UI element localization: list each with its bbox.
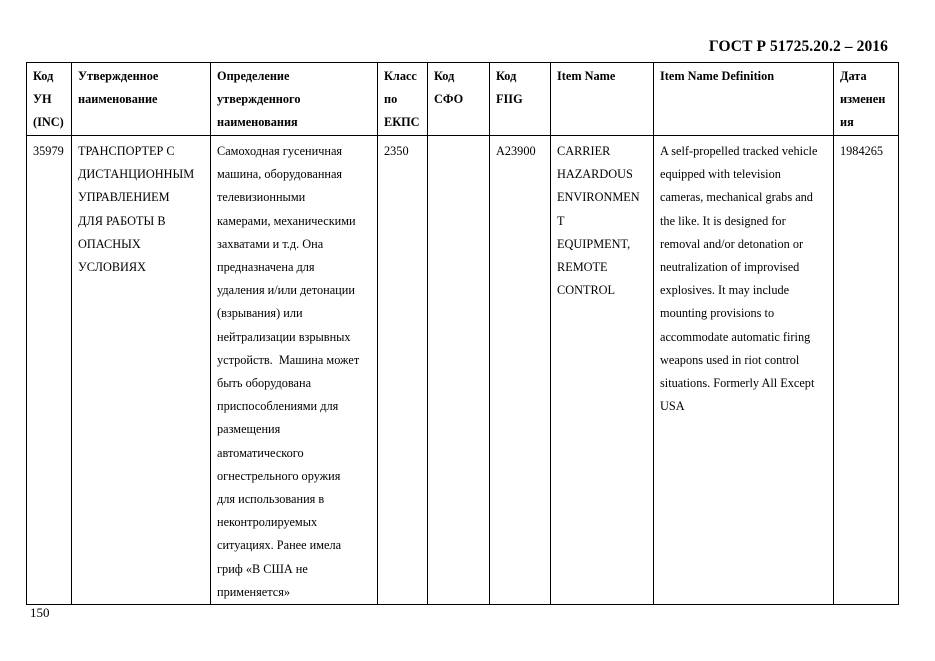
text-line: СФО <box>434 92 464 107</box>
text-line: T <box>557 213 565 228</box>
table-row <box>27 136 899 605</box>
header-fiig <box>490 63 551 136</box>
text-line: телевизионными <box>217 190 306 205</box>
text-line: ОПАСНЫХ <box>78 236 141 251</box>
text-line: Класс <box>384 69 417 83</box>
text-line: по <box>384 92 398 107</box>
text-line: Код <box>496 69 517 83</box>
text-line: Item Name Definition <box>660 69 775 83</box>
cell-inc: 35979 <box>27 136 72 605</box>
text-line: неконтролируемых <box>217 515 318 530</box>
text-line: situations. Formerly All Except <box>660 376 815 391</box>
text-line: Код <box>33 69 54 83</box>
text-line: weapons used in riot control <box>660 352 800 367</box>
header-item-name <box>551 63 654 136</box>
text-line: CONTROL <box>557 283 616 298</box>
text-line: машина, оборудованная <box>217 167 343 182</box>
text-line: размещения <box>217 422 281 437</box>
cell-fiig: A23900 <box>490 136 551 605</box>
text-line: утвержденного <box>217 92 301 107</box>
text-line: explosives. It may include <box>660 283 790 298</box>
text-line: захватами и т.д. Она <box>217 236 324 251</box>
text-line: наименование <box>78 92 158 107</box>
text-line: (взрывания) или <box>217 306 303 321</box>
text-line: cameras, mechanical grabs and <box>660 190 813 205</box>
text-line: изменен <box>840 92 886 107</box>
text-line: УСЛОВИЯХ <box>78 260 146 275</box>
header-item-name-definition <box>654 63 834 136</box>
text-line: удаления и/или детонации <box>217 283 355 298</box>
text-line: Код <box>434 69 455 83</box>
cell-item-name-definition <box>654 136 834 605</box>
text-line: ДЛЯ РАБОТЫ В <box>78 213 166 228</box>
text-line: УН <box>33 92 52 107</box>
text-line: USA <box>660 399 685 414</box>
text-line: для использования в <box>217 492 325 507</box>
text-line: accommodate automatic firing <box>660 329 811 344</box>
cell-sfo <box>428 136 490 605</box>
text-line: огнестрельного оружия <box>217 468 341 483</box>
text-line: ENVIRONMEN <box>557 190 640 205</box>
text-line: устройств. Машина может <box>217 352 360 367</box>
text-line: приспособлениями для <box>217 399 339 414</box>
text-line: применяется» <box>217 584 291 599</box>
cell-definition <box>211 136 378 605</box>
cell-item-name <box>551 136 654 605</box>
standard-title: ГОСТ Р 51725.20.2 – 2016 <box>708 38 888 55</box>
text-line: предназначена для <box>217 260 315 275</box>
text-line: гриф «В США не <box>217 561 308 576</box>
text-line: mounting provisions to <box>660 306 775 321</box>
text-line: HAZARDOUS <box>557 167 633 182</box>
text-line: removal and/or detonation or <box>660 236 804 251</box>
text-line: A self-propelled tracked vehicle <box>660 144 818 158</box>
text-line: CARRIER <box>557 144 611 158</box>
cell-date: 1984265 <box>834 136 899 605</box>
text-line: Определение <box>217 69 290 83</box>
text-line: нейтрализации взрывных <box>217 329 351 344</box>
text-line: FIIG <box>496 92 523 107</box>
header-ekps <box>378 63 428 136</box>
text-line: УПРАВЛЕНИЕМ <box>78 190 170 205</box>
header-inc <box>27 63 72 136</box>
text-line: Дата <box>840 69 867 83</box>
text-line: ДИСТАНЦИОННЫМ <box>78 167 195 182</box>
catalog-table <box>26 62 899 605</box>
header-approved-name <box>72 63 211 136</box>
cell-ekps: 2350 <box>378 136 428 605</box>
text-line: Самоходная гусеничная <box>217 144 343 158</box>
text-line: камерами, механическими <box>217 213 356 228</box>
table-header-row <box>27 63 899 136</box>
header-date <box>834 63 899 136</box>
text-line: REMOTE <box>557 260 608 275</box>
page-number: 150 <box>30 605 50 620</box>
text-line: автоматического <box>217 445 304 460</box>
text-line: the like. It is designed for <box>660 213 786 228</box>
text-line: ТРАНСПОРТЕР С <box>78 144 175 158</box>
text-line: ситуациях. Ранее имела <box>217 538 342 553</box>
text-line: быть оборудована <box>217 376 312 391</box>
header-definition <box>211 63 378 136</box>
text-line: neutralization of improvised <box>660 260 800 275</box>
text-line: ия <box>840 115 854 130</box>
text-line: EQUIPMENT, <box>557 236 631 251</box>
header-sfo <box>428 63 490 136</box>
text-line: Item Name <box>557 69 616 83</box>
cell-approved-name <box>72 136 211 605</box>
text-line: (INC) <box>33 115 64 130</box>
text-line: Утвержденное <box>78 69 159 83</box>
text-line: ЕКПС <box>384 115 420 130</box>
text-line: наименования <box>217 115 298 130</box>
text-line: equipped with television <box>660 167 781 182</box>
